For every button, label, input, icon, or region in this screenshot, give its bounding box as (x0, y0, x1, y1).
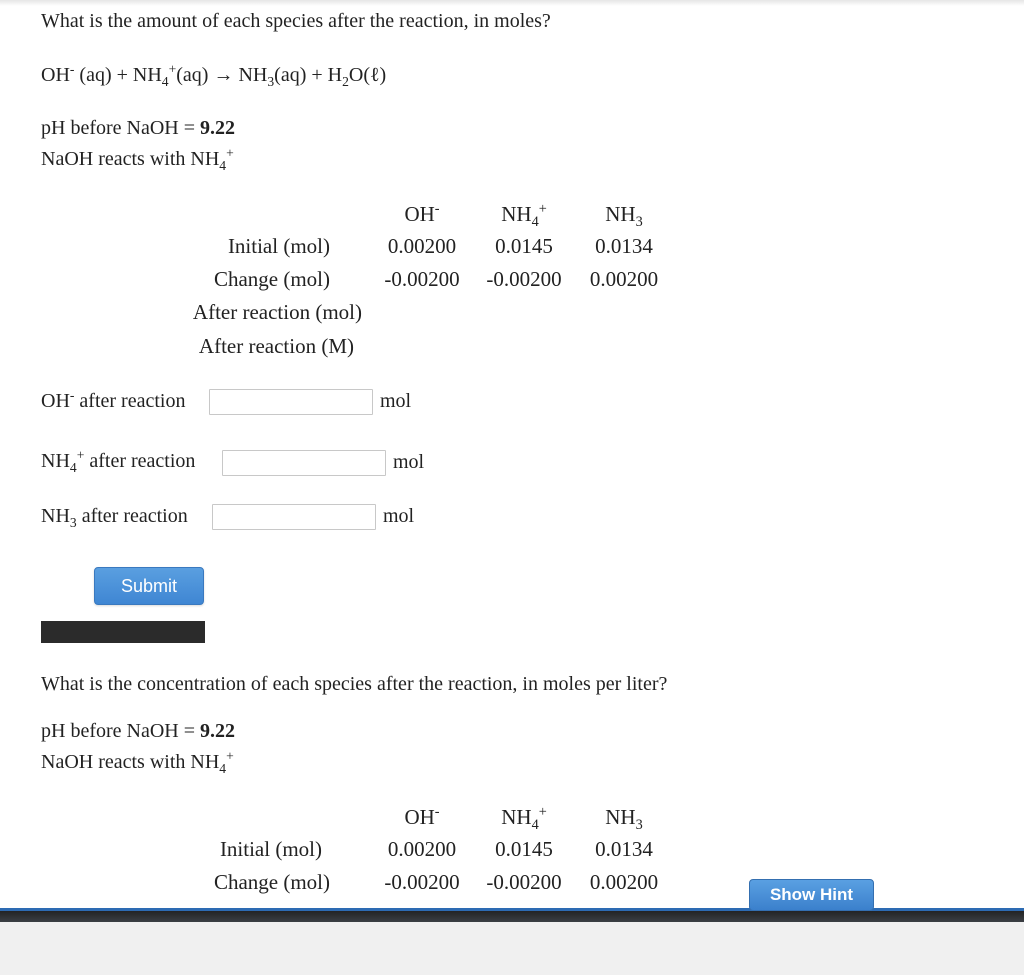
nh3-answer-label: $NH_3$ after reaction (41, 505, 188, 530)
nh4-answer-label: $NH_4^+$ after reaction (41, 447, 196, 475)
table1-row-label: Change (mol) (213, 267, 330, 291)
redacted-bar (41, 621, 205, 643)
nh3-after-reaction-input[interactable] (212, 504, 376, 530)
table1-cell: -0.00200 (384, 267, 460, 291)
oh-after-reaction-input[interactable] (209, 389, 373, 415)
show-hint-button[interactable]: Show Hint (749, 879, 874, 911)
top-shadow (0, 0, 1024, 6)
table2-cell: 0.00200 (387, 837, 457, 861)
unit-label: mol (380, 390, 412, 412)
naoh-reacts-with: NaOH reacts with $NH_4^+$ (41, 145, 234, 173)
table2-cell: 0.0134 (595, 837, 653, 861)
ph-before-naoh: pH before NaOH = 9.22 (41, 117, 236, 139)
nh4-after-reaction-input[interactable] (222, 450, 386, 476)
question-2-prompt: What is the concentration of each species after the reaction, in moles per liter? (41, 673, 668, 695)
ph-before-naoh-2: pH before NaOH = 9.22 (41, 720, 236, 742)
unit-label: mol (393, 451, 425, 473)
table2-row-label: Change (mol) (213, 870, 330, 894)
table1-cell: 0.0145 (495, 234, 553, 258)
table1-header-oh: OH- (404, 201, 440, 226)
table1-cell: 0.00200 (387, 234, 457, 258)
table2-cell: -0.00200 (486, 870, 562, 894)
submit-button[interactable]: Submit (94, 567, 204, 605)
table1-row-label: After reaction (mol) (192, 300, 362, 324)
footer-area (0, 922, 1024, 975)
table1-cell: 0.0134 (595, 234, 653, 258)
table1-row-label: After reaction (M) (198, 334, 354, 358)
table2-header-nh4: $NH_4^+$ (501, 804, 547, 834)
reaction-equation: OH- $(aq) + NH_4^+(aq) \to NH_3(aq)$ + $H_2O(\ell)$ (41, 61, 387, 89)
table2-header-oh: OH- (404, 804, 440, 829)
table1-row-label: Initial (mol) (227, 234, 330, 258)
table2-cell: 0.0145 (495, 837, 553, 861)
table2-cell: -0.00200 (384, 870, 460, 894)
question-1-prompt: What is the amount of each species after the reaction, in moles? (41, 10, 551, 32)
table2-row-label: Initial (mol) (219, 837, 322, 861)
table1-header-nh3: $NH_3$ (605, 202, 643, 231)
unit-label: mol (383, 505, 415, 527)
table1-cell: 0.00200 (589, 267, 659, 291)
table2-cell: 0.00200 (589, 870, 659, 894)
oh-answer-label: OH- after reaction (41, 387, 186, 412)
table1-header-nh4: $NH_4^+$ (501, 201, 547, 231)
table2-header-nh3: $NH_3$ (605, 805, 643, 834)
table1-cell: -0.00200 (486, 267, 562, 291)
naoh-reacts-with-2: NaOH reacts with $NH_4^+$ (41, 748, 234, 776)
